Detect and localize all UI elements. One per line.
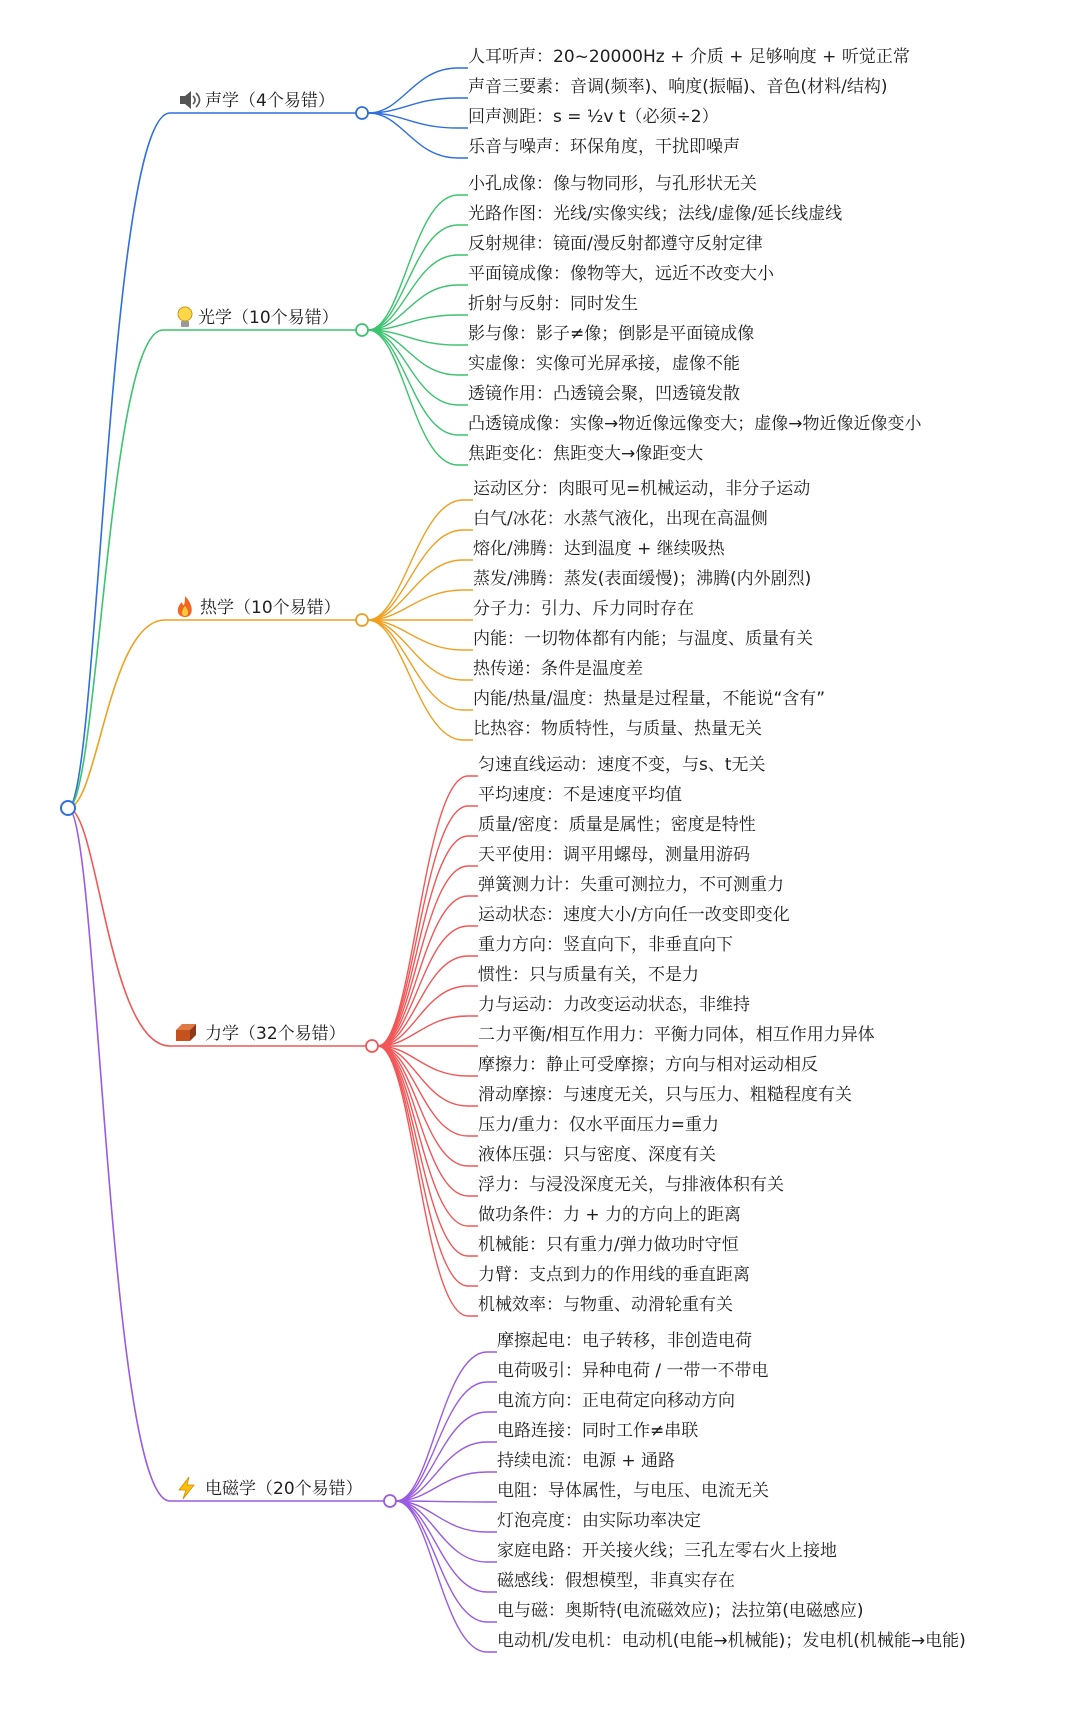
leaf-item[interactable]: 灯泡亮度：由实际功率决定 bbox=[497, 1511, 701, 1531]
leaf-connector bbox=[396, 1501, 497, 1652]
leaf-connector bbox=[396, 1501, 497, 1502]
leaf-connector bbox=[368, 113, 468, 128]
leaf-item[interactable]: 力与运动：力改变运动状态，非维持 bbox=[478, 995, 750, 1015]
leaf-item[interactable]: 平面镜成像：像物等大，远近不改变大小 bbox=[468, 264, 774, 284]
leaf-item[interactable]: 光路作图：光线/实像实线；法线/虚像/延长线虚线 bbox=[468, 204, 843, 224]
leaf-item[interactable]: 弹簧测力计：失重可测拉力，不可测重力 bbox=[478, 875, 784, 895]
leaf-item[interactable]: 摩擦起电：电子转移，非创造电荷 bbox=[497, 1331, 752, 1351]
leaf-item[interactable]: 热传递：条件是温度差 bbox=[473, 659, 643, 679]
leaf-item[interactable]: 运动区分：肉眼可见=机械运动，非分子运动 bbox=[473, 479, 811, 499]
branch-label-mechanics[interactable]: 力学（32个易错） bbox=[205, 1024, 346, 1044]
leaf-item[interactable]: 回声测距：s = ½v t（必须÷2） bbox=[468, 107, 719, 127]
leaf-item[interactable]: 滑动摩擦：与速度无关，只与压力、粗糙程度有关 bbox=[478, 1085, 852, 1105]
leaf-item[interactable]: 实虚像：实像可光屏承接，虚像不能 bbox=[468, 354, 740, 374]
leaf-connector bbox=[396, 1352, 497, 1501]
leaf-connector bbox=[368, 113, 468, 158]
branch-connector-sound bbox=[68, 113, 174, 808]
leaf-item[interactable]: 电动机/发电机：电动机(电能→机械能)；发电机(机械能→电能) bbox=[497, 1631, 966, 1651]
leaf-item[interactable]: 摩擦力：静止可受摩擦；方向与相对运动相反 bbox=[478, 1055, 818, 1075]
leaf-item[interactable]: 声音三要素：音调(频率)、响度(振幅)、音色(材料/结构) bbox=[468, 77, 888, 97]
root-node[interactable] bbox=[61, 801, 75, 815]
branch-connector-heat bbox=[68, 620, 171, 808]
leaf-connector bbox=[368, 195, 468, 330]
lightbulb-icon bbox=[178, 307, 192, 327]
branch-toggle-mechanics[interactable] bbox=[366, 1040, 378, 1052]
leaf-connector bbox=[368, 98, 468, 113]
leaf-item[interactable]: 浮力：与浸没深度无关，与排液体积有关 bbox=[478, 1175, 784, 1195]
branch-label-heat[interactable]: 热学（10个易错） bbox=[200, 598, 341, 618]
branch-label-light[interactable]: 光学（10个易错） bbox=[198, 308, 339, 328]
leaf-item[interactable]: 机械效率：与物重、动滑轮重有关 bbox=[478, 1295, 733, 1315]
leaf-item[interactable]: 影与像：影子≠像；倒影是平面镜成像 bbox=[468, 324, 755, 344]
leaf-item[interactable]: 焦距变化：焦距变大→像距变大 bbox=[468, 444, 704, 464]
leaf-item[interactable]: 平均速度：不是速度平均值 bbox=[478, 785, 682, 805]
leaf-item[interactable]: 凸透镜成像：实像→物近像远像变大；虚像→物近像近像变小 bbox=[468, 414, 922, 434]
leaf-item[interactable]: 折射与反射：同时发生 bbox=[468, 294, 638, 314]
leaf-item[interactable]: 家庭电路：开关接火线；三孔左零右火上接地 bbox=[497, 1541, 837, 1561]
leaf-item[interactable]: 白气/冰花：水蒸气液化，出现在高温侧 bbox=[473, 509, 768, 529]
leaf-item[interactable]: 分子力：引力、斥力同时存在 bbox=[473, 599, 694, 619]
branch-connector-electro bbox=[68, 808, 172, 1501]
leaf-connector bbox=[368, 330, 468, 465]
leaf-connector bbox=[396, 1501, 497, 1592]
leaf-connector bbox=[368, 330, 468, 405]
branch-toggle-heat[interactable] bbox=[356, 614, 368, 626]
leaf-item[interactable]: 运动状态：速度大小/方向任一改变即变化 bbox=[478, 905, 790, 925]
brick-icon bbox=[176, 1024, 196, 1041]
leaf-item[interactable]: 压力/重力：仅水平面压力=重力 bbox=[478, 1115, 719, 1135]
leaf-item[interactable]: 反射规律：镜面/漫反射都遵守反射定律 bbox=[468, 234, 763, 254]
leaf-item[interactable]: 内能：一切物体都有内能；与温度、质量有关 bbox=[473, 629, 813, 649]
leaf-connector bbox=[396, 1412, 497, 1501]
leaf-connector bbox=[378, 896, 478, 1046]
leaf-item[interactable]: 电阻：导体属性，与电压、电流无关 bbox=[497, 1481, 769, 1501]
leaf-item[interactable]: 机械能：只有重力/弹力做功时守恒 bbox=[478, 1235, 739, 1255]
leaf-item[interactable]: 电与磁：奥斯特(电流磁效应)；法拉第(电磁感应) bbox=[497, 1601, 864, 1621]
leaf-item[interactable]: 做功条件：力 + 力的方向上的距离 bbox=[478, 1205, 742, 1225]
branch-toggle-light[interactable] bbox=[356, 324, 368, 336]
leaf-connector bbox=[378, 1046, 478, 1196]
leaf-item[interactable]: 质量/密度：质量是属性；密度是特性 bbox=[478, 815, 756, 835]
leaf-item[interactable]: 天平使用：调平用螺母，测量用游码 bbox=[478, 845, 750, 865]
leaf-connector bbox=[368, 68, 468, 113]
branch-label-sound[interactable]: 声学（4个易错） bbox=[205, 91, 335, 111]
leaf-item[interactable]: 熔化/沸腾：达到温度 + 继续吸热 bbox=[473, 539, 725, 559]
lightning-icon bbox=[179, 1477, 194, 1499]
branch-toggle-electro[interactable] bbox=[384, 1495, 396, 1507]
speaker-icon bbox=[180, 91, 200, 109]
node-layer bbox=[61, 47, 966, 1651]
leaf-item[interactable]: 重力方向：竖直向下，非垂直向下 bbox=[478, 935, 733, 955]
leaf-item[interactable]: 乐音与噪声：环保角度，干扰即噪声 bbox=[468, 137, 740, 157]
fire-icon bbox=[178, 596, 192, 617]
leaf-item[interactable]: 小孔成像：像与物同形，与孔形状无关 bbox=[468, 174, 757, 194]
leaf-item[interactable]: 惯性：只与质量有关，不是力 bbox=[478, 965, 699, 985]
leaf-item[interactable]: 力臂：支点到力的作用线的垂直距离 bbox=[478, 1265, 750, 1285]
leaf-item[interactable]: 磁感线：假想模型，非真实存在 bbox=[497, 1571, 735, 1591]
branch-label-electro[interactable]: 电磁学（20个易错） bbox=[205, 1479, 363, 1499]
leaf-item[interactable]: 电流方向：正电荷定向移动方向 bbox=[497, 1391, 735, 1411]
leaf-item[interactable]: 比热容：物质特性，与质量、热量无关 bbox=[473, 719, 762, 739]
leaf-item[interactable]: 液体压强：只与密度、深度有关 bbox=[478, 1145, 716, 1165]
leaf-item[interactable]: 匀速直线运动：速度不变，与s、t无关 bbox=[478, 755, 766, 775]
connector-layer bbox=[68, 68, 497, 1652]
leaf-connector bbox=[368, 255, 468, 330]
branch-toggle-sound[interactable] bbox=[356, 107, 368, 119]
leaf-item[interactable]: 二力平衡/相互作用力：平衡力同体，相互作用力异体 bbox=[478, 1025, 875, 1045]
leaf-item[interactable]: 电路连接：同时工作≠串联 bbox=[497, 1421, 699, 1441]
leaf-item[interactable]: 人耳听声：20~20000Hz + 介质 + 足够响度 + 听觉正常 bbox=[468, 47, 910, 67]
leaf-item[interactable]: 电荷吸引：异种电荷 / 一带一不带电 bbox=[497, 1361, 769, 1381]
branch-connector-mechanics bbox=[68, 808, 172, 1046]
leaf-item[interactable]: 内能/热量/温度：热量是过程量，不能说“含有” bbox=[473, 689, 826, 709]
leaf-item[interactable]: 蒸发/沸腾：蒸发(表面缓慢)；沸腾(内外剧烈) bbox=[473, 569, 812, 589]
leaf-item[interactable]: 持续电流：电源 + 通路 bbox=[497, 1451, 676, 1471]
leaf-item[interactable]: 透镜作用：凸透镜会聚，凹透镜发散 bbox=[468, 384, 740, 404]
